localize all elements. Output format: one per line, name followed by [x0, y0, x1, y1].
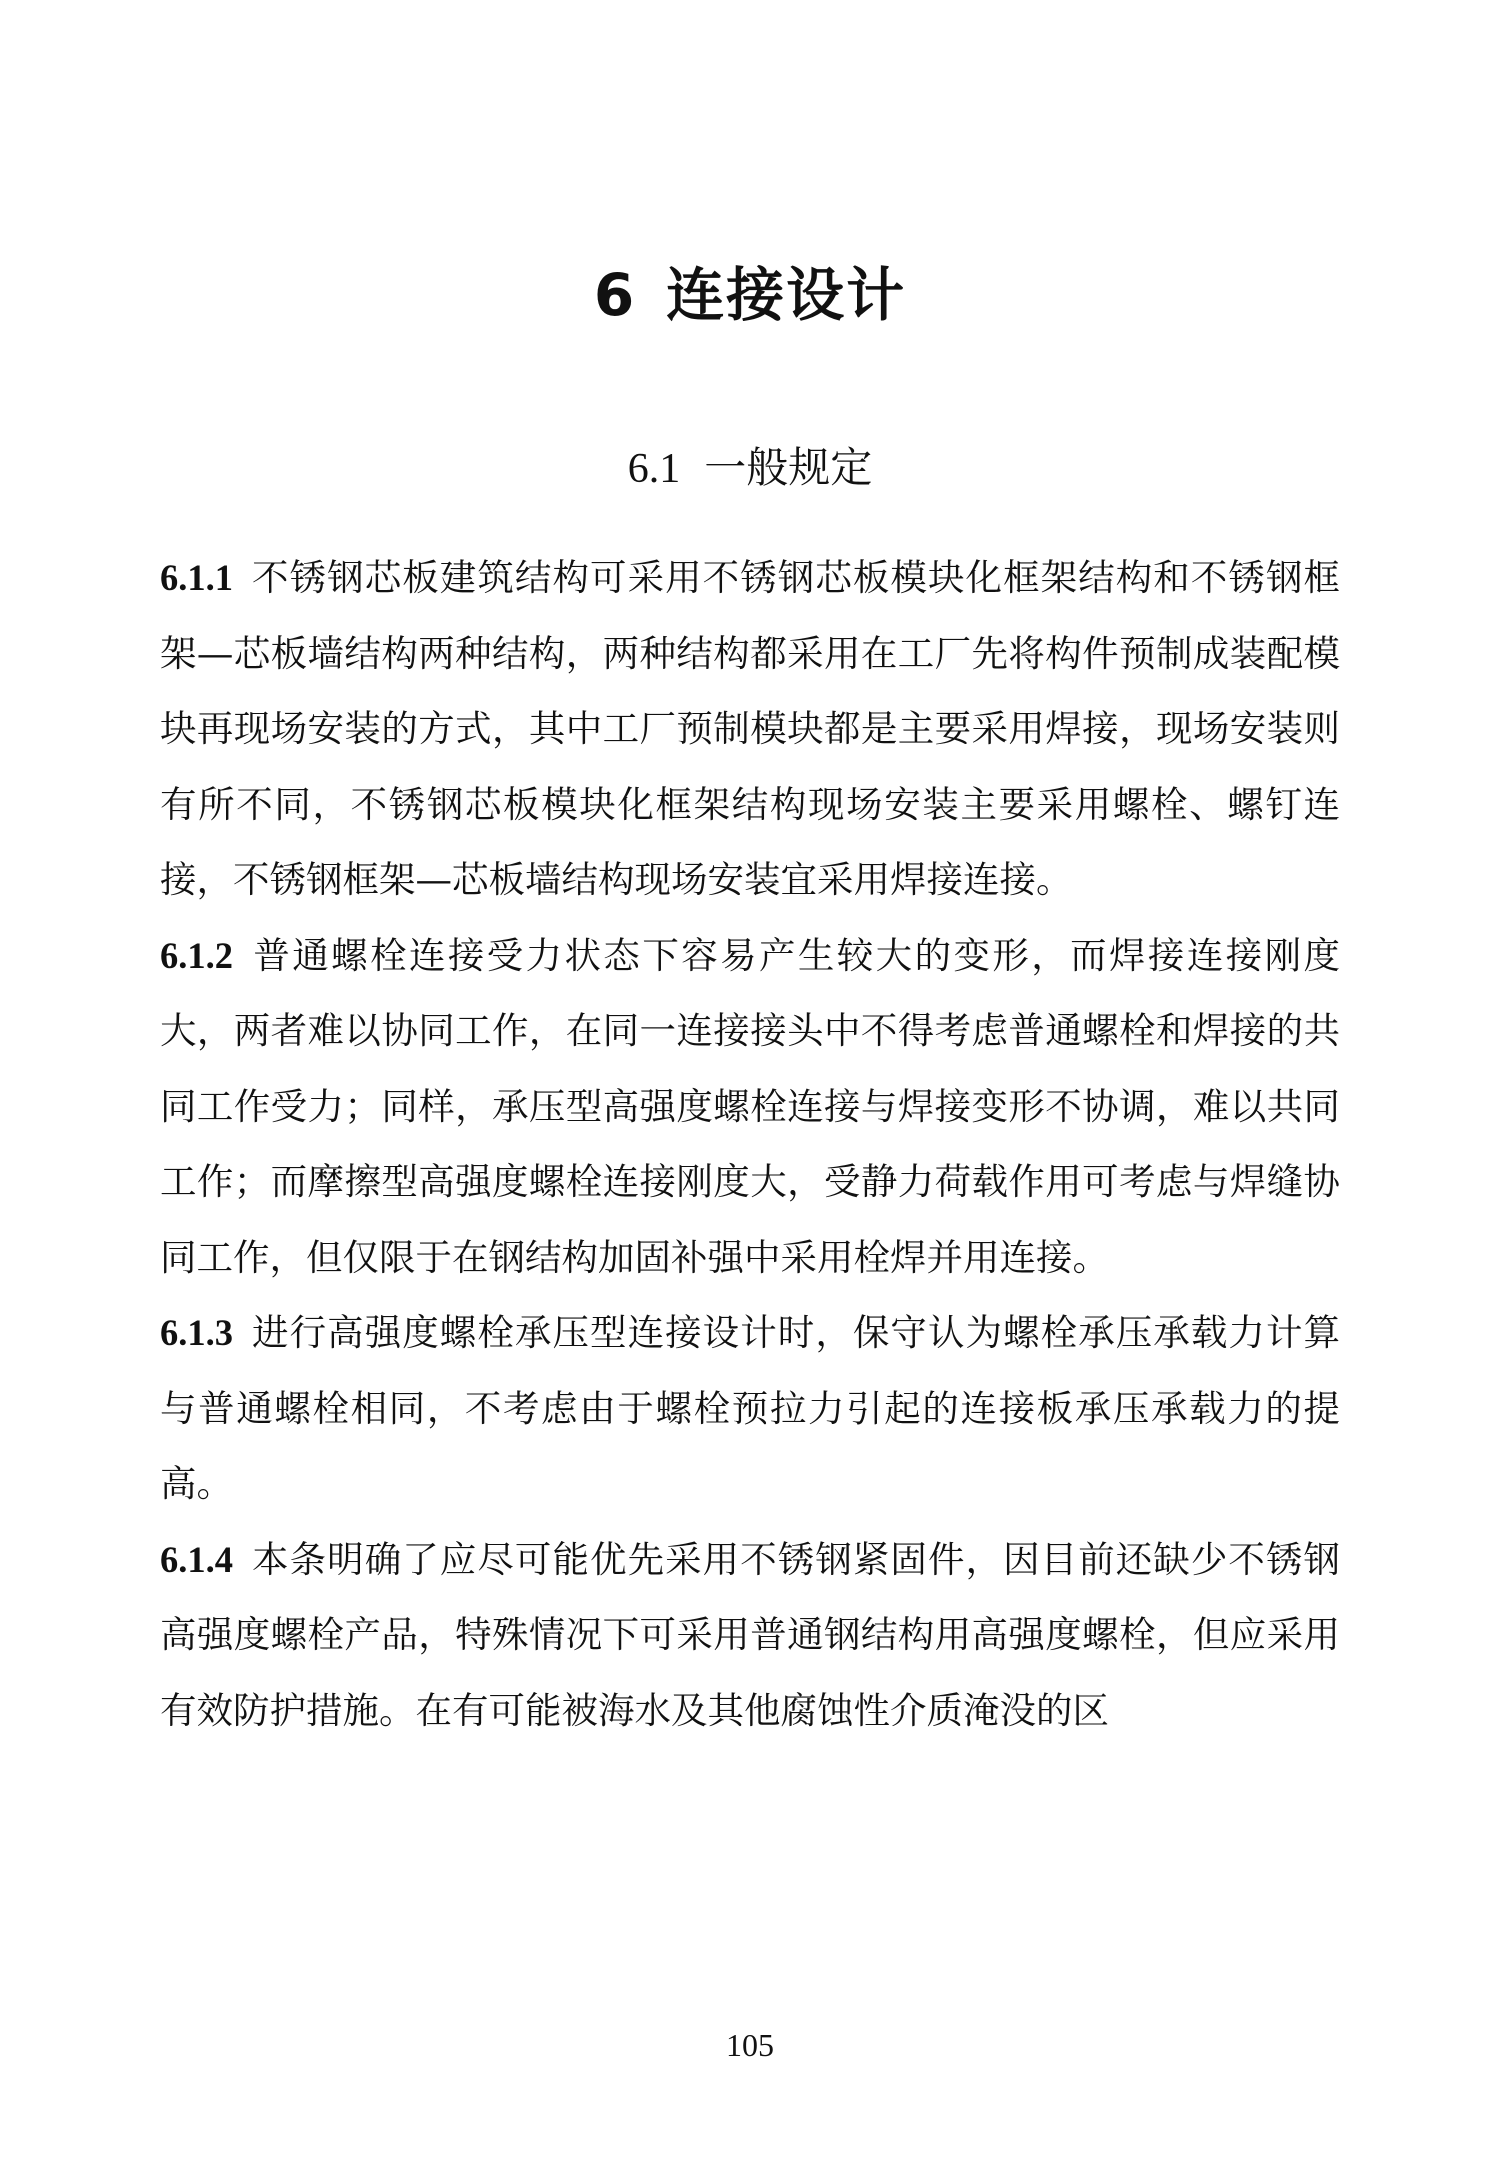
page-number: 105	[726, 2027, 774, 2063]
section-title	[0, 438, 1500, 499]
section-number: 6.1	[627, 446, 681, 492]
clause-number: 6.1.2	[160, 934, 233, 976]
clause-6-1-4	[160, 1522, 1340, 1749]
clause-6-1-2	[160, 918, 1340, 1296]
clause-6-1-1	[160, 540, 1340, 918]
clause-text: 不锈钢芯板建筑结构可采用不锈钢芯板模块化框架结构和不锈钢框架—芯板墙结构两种结构，两种结构都采用在工厂先将构件预制成装配模块再现场安装的方式，其中工厂预制模块都是主要采用焊接，现场安装则有所不同，不锈钢芯板模块化框架结构现场安装主要采用螺栓、螺钉连接，不锈钢框架—芯板墙结构现场安装宜采用焊接连接。	[160, 556, 1340, 901]
clause-6-1-3	[160, 1295, 1340, 1522]
clause-text: 进行高强度螺栓承压型连接设计时，保守认为螺栓承压承载力计算与普通螺栓相同，不考虑由于螺栓预拉力引起的连接板承压承载力的提高。	[160, 1311, 1340, 1505]
clause-number: 6.1.1	[160, 557, 233, 598]
chapter-number: 6	[593, 261, 637, 329]
section-title-text: 一般规定	[704, 443, 873, 492]
body-text	[160, 540, 1340, 1748]
chapter-title	[0, 255, 1500, 335]
clause-text: 普通螺栓连接受力状态下容易产生较大的变形，而焊接连接刚度大，两者难以协同工作，在同一连接接头中不得考虑普通螺栓和焊接的共同工作受力；同样，承压型高强度螺栓连接与焊接变形不协调，难以共同工作；而摩擦型高强度螺栓连接刚度大，受静力荷载作用可考虑与焊缝协同工作，但仅限于在钢结构加固补强中采用栓焊并用连接。	[160, 933, 1340, 1279]
chapter-title-text: 连接设计	[666, 261, 907, 329]
clause-text: 本条明确了应尽可能优先采用不锈钢紧固件，因目前还缺少不锈钢高强度螺栓产品，特殊情况下可采用普通钢结构用高强度螺栓，但应采用有效防护措施。在有可能被海水及其他腐蚀性介质淹没的区	[160, 1537, 1340, 1732]
clause-number: 6.1.4	[160, 1538, 233, 1580]
clause-number: 6.1.3	[160, 1312, 233, 1353]
